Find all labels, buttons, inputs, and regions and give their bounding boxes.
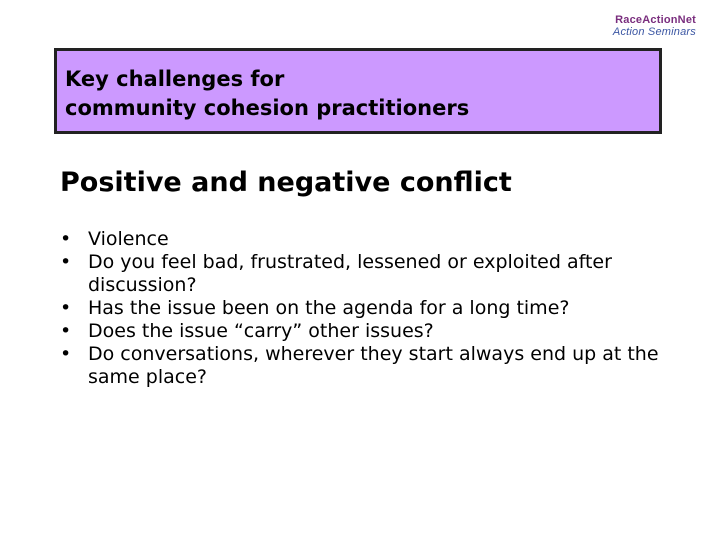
title-line-1: Key challenges for (65, 67, 285, 91)
bullet-dot-icon: • (60, 320, 72, 342)
slide-subtitle: Positive and negative conflict (60, 167, 512, 198)
bullet-item (56, 343, 666, 389)
bullet-text: Do you feel bad, frustrated, lessened or exploited after discussion? (88, 251, 612, 296)
bullet-text: Do conversations, wherever they start always end up at the same place? (88, 343, 659, 388)
bullet-item (56, 320, 666, 343)
race-action-net-logo (613, 14, 696, 38)
bullet-dot-icon: • (60, 251, 72, 273)
bullet-item (56, 228, 666, 251)
bullet-dot-icon: • (60, 228, 72, 250)
bullet-text: Violence (88, 228, 169, 250)
bullet-text: Does the issue “carry” other issues? (88, 320, 434, 342)
bullet-list (56, 228, 666, 389)
title-line-2: community cohesion practitioners (65, 96, 470, 120)
bullet-dot-icon: • (60, 297, 72, 319)
logo-line-2: Action Seminars (612, 26, 696, 38)
logo-line-1: RaceActionNet (615, 14, 696, 26)
bullet-item (56, 251, 666, 297)
bullet-dot-icon: • (60, 343, 72, 365)
title-box (54, 48, 662, 134)
bullet-text: Has the issue been on the agenda for a long time? (88, 297, 570, 319)
bullet-item (56, 297, 666, 320)
